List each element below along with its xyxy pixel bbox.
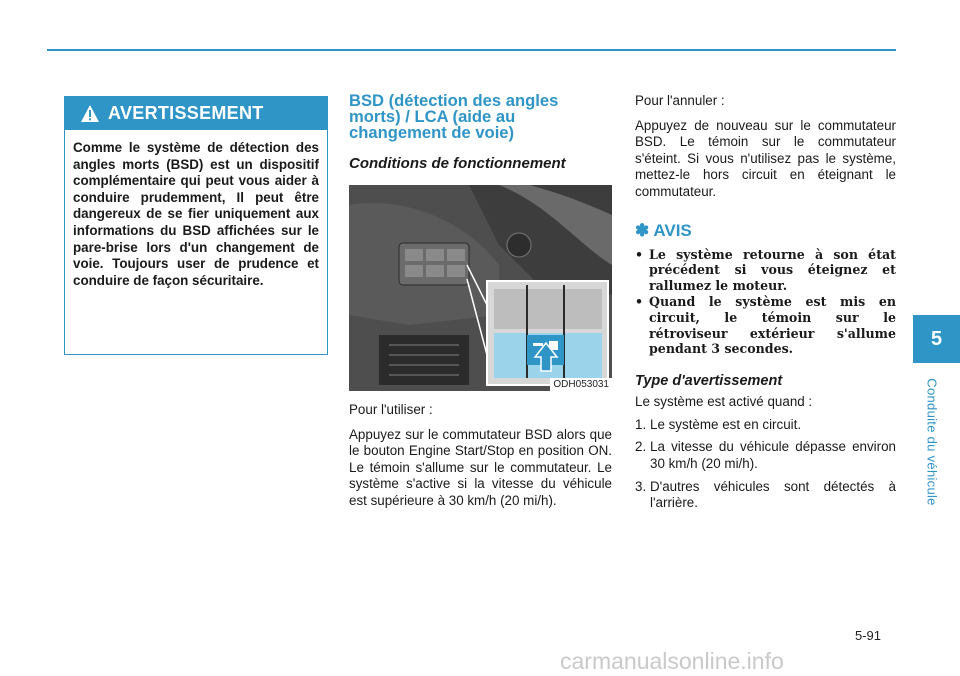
chapter-label: Conduite du véhicule [924,378,940,506]
dashboard-illustration [349,185,612,391]
warning-title: AVERTISSEMENT [108,103,264,123]
avis-item: • Quand le système est mis en circuit, le témoin sur le rétroviseur extérieur s'allume pendant 3 secondes. [635,294,896,357]
cancel-text: Appuyez de nouveau sur le commutateur BSD. Le témoin sur le commutateur s'éteint. Si vous n'utilisez pas le système, mettez-le hors circuit en éteignant le commutateur. [635,117,896,199]
watermark: carmanualsonline.info [560,648,784,674]
bsd-switch-figure [349,185,612,391]
section-title: BSD (détection des angles morts) / LCA (aide au changement de voie) [349,91,559,142]
column-right [635,93,896,512]
section-subtitle: Conditions de fonctionnement [349,155,566,172]
alert-type-title: Type d'avertissement [635,373,783,390]
avis-title: ✽ AVIS [635,220,692,240]
top-rule [47,49,896,51]
figure-code: ODH053031 [550,378,612,391]
list-item: 1. Le système est en circuit. [635,416,802,432]
cancel-heading: Pour l'annuler : [635,93,725,108]
list-item: 3. D'autres véhicules sont détectés à l'arrière. [635,478,896,511]
avis-item: • Le système retourne à son état précédent si vous éteignez et rallumez le moteur. [635,247,896,294]
alert-type-intro: Le système est activé quand : [635,394,813,410]
warning-box [64,96,328,355]
avis-list [635,247,896,358]
page-number: 5-91 [855,628,882,643]
warning-icon [81,105,99,122]
warning-header [65,97,327,130]
column-middle [349,93,612,510]
chapter-tab[interactable]: 5 [913,315,960,363]
alert-type-list [635,417,896,512]
list-item: 2. La vitesse du véhicule dépasse environ 30 km/h (20 mi/h). [635,439,896,471]
use-text: Appuyez sur le commutateur BSD alors que le bouton Engine Start/Stop en position ON. Le témoin s'allume sur le commutateur. Le système s'active si la vitesse du véhicule est supérieure à 30 km/h (20 mi/h). [349,426,612,508]
warning-text: Comme le système de détection des angles morts (BSD) est un dispositif complémentaire qui peut vous aider à conduire prudemment, Il peut être dangereux de se fier uniquement aux informations du BSD affichées sur le pare-brise lors d'un changement de voie. Toujours user de prudence et conduire de façon sécuritaire. [73,140,319,288]
use-heading: Pour l'utiliser : [349,402,433,417]
